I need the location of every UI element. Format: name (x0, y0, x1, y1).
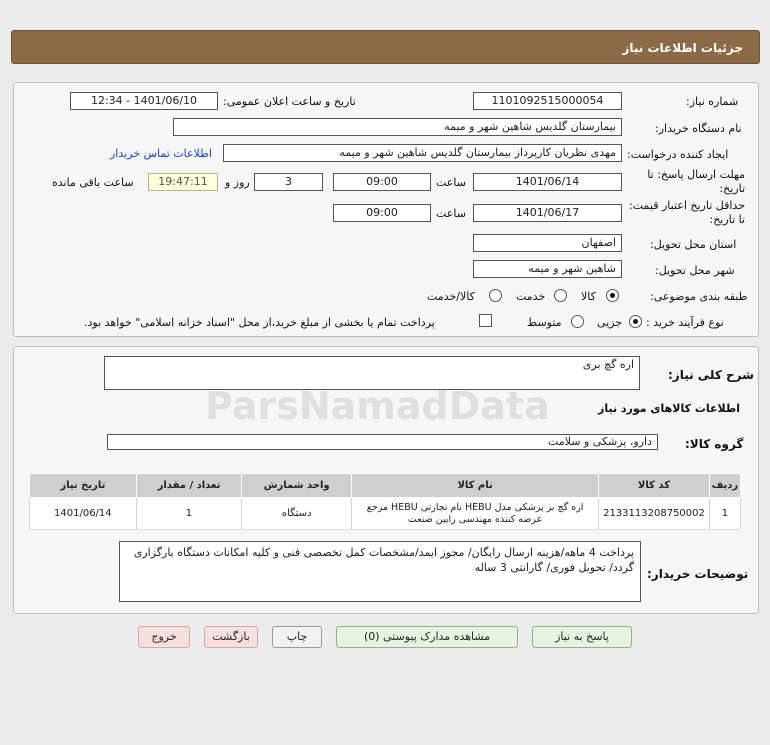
province-label: استان محل تحویل: (650, 238, 737, 251)
need-number-label: شماره نیاز: (686, 95, 739, 108)
days-label: روز و (225, 176, 250, 189)
requester-label: ایجاد کننده درخواست: (627, 148, 729, 161)
cell-row: 1 (709, 498, 740, 530)
col-code-header: کد کالا (599, 474, 710, 498)
reply-button[interactable]: پاسخ به نیاز (532, 626, 632, 648)
treasury-payment-checkbox[interactable] (479, 314, 492, 327)
general-desc-label: شرح کلی نیاز: (668, 368, 754, 382)
col-qty-header: تعداد / مقدار (136, 474, 242, 498)
price-validity-label: حداقل تاریخ اعتبار قیمت: تا تاریخ: (629, 199, 745, 226)
table-header-row (30, 474, 741, 498)
category-both-label: کالا/خدمت (427, 290, 475, 303)
cell-date: 1401/06/14 (30, 498, 137, 530)
items-table (29, 473, 741, 530)
city-field: شاهین شهر و میمه (473, 260, 622, 278)
page-header (11, 30, 760, 64)
cell-qty: 1 (136, 498, 242, 530)
validity-time-label: ساعت (436, 207, 466, 220)
goods-info-title: اطلاعات کالاهای مورد نیاز (598, 402, 740, 415)
reply-deadline-label: مهلت ارسال پاسخ: تا تاریخ: (647, 168, 745, 195)
col-date-header: تاریخ نیاز (30, 474, 137, 498)
need-number-field: 1101092515000054 (473, 92, 622, 110)
process-label: نوع فرآیند خرید : (646, 316, 724, 329)
general-desc-field: اره گچ بری (104, 356, 640, 390)
back-button[interactable]: بازگشت (204, 626, 258, 648)
category-both-radio[interactable] (489, 289, 502, 302)
buyer-org-label: نام دستگاه خریدار: (655, 122, 742, 135)
exit-button[interactable]: خروج (138, 626, 190, 648)
buyer-notes-label: توضیحات خریدار: (647, 567, 749, 581)
buyer-org-field: بیمارستان گلدیس شاهین شهر و میمه (173, 118, 622, 136)
province-field: اصفهان (473, 234, 622, 252)
goods-group-label: گروه کالا: (685, 437, 744, 451)
category-goods-radio[interactable] (606, 289, 619, 302)
days-field: 3 (254, 173, 323, 191)
reply-time-field: 09:00 (333, 173, 431, 191)
remaining-time: 19:47:11 (148, 173, 218, 191)
cell-unit: دستگاه (242, 498, 352, 530)
category-service-radio[interactable] (554, 289, 567, 302)
reply-time-label: ساعت (436, 176, 466, 189)
process-medium-radio[interactable] (571, 315, 584, 328)
process-medium-label: متوسط (527, 316, 562, 329)
contact-buyer-link[interactable]: اطلاعات تماس خریدار (110, 147, 212, 160)
city-label: شهر محل تحویل: (655, 264, 735, 277)
treasury-payment-note: پرداخت تمام یا بخشی از مبلغ خرید،از محل "اسناد خزانه اسلامی" خواهد بود. (84, 316, 435, 329)
announce-label: تاریخ و ساعت اعلان عمومی: (223, 95, 356, 108)
cell-code: 2133113208750002 (599, 498, 710, 530)
category-goods-label: کالا (581, 290, 596, 303)
col-row-header: ردیف (709, 474, 740, 498)
col-unit-header: واحد شمارش (242, 474, 352, 498)
validity-time-field: 09:00 (333, 204, 431, 222)
announce-field: 1401/06/10 - 12:34 (70, 92, 218, 110)
table-row[interactable] (30, 498, 741, 530)
category-label: طبقه بندی موضوعی: (650, 290, 748, 303)
attachments-button[interactable]: مشاهده مدارک پیوستی (0) (336, 626, 518, 648)
print-button[interactable]: چاپ (272, 626, 322, 648)
col-name-header: نام کالا (352, 474, 599, 498)
remaining-label: ساعت باقی مانده (52, 176, 134, 189)
category-service-label: خدمت (516, 290, 546, 303)
reply-date-field: 1401/06/14 (473, 173, 622, 191)
process-minor-label: جزیی (597, 316, 623, 329)
page-title: جزئیات اطلاعات نیاز (622, 41, 743, 55)
process-minor-radio[interactable] (629, 315, 642, 328)
validity-date-field: 1401/06/17 (473, 204, 622, 222)
buyer-notes-field: پرداخت 4 ماهه/هزینه ارسال رایگان/ مجوز ایمد/مشخصات کمل تخصصی فنی و کلیه امکانات دستگاه بارگزاری گردد/ تحویل فوری/ گارانتی 3 ساله (119, 541, 641, 602)
cell-name: اره گچ بر پزشکی مدل HEBU نام تجارتی HEBU مرجع عرضه کننده مهندسی رایین صنعت (352, 498, 599, 530)
requester-field: مهدی نظریان کارپرداز بیمارستان گلدیس شاهین شهر و میمه (223, 144, 622, 162)
goods-group-field: دارو، پزشکی و سلامت (107, 434, 658, 450)
